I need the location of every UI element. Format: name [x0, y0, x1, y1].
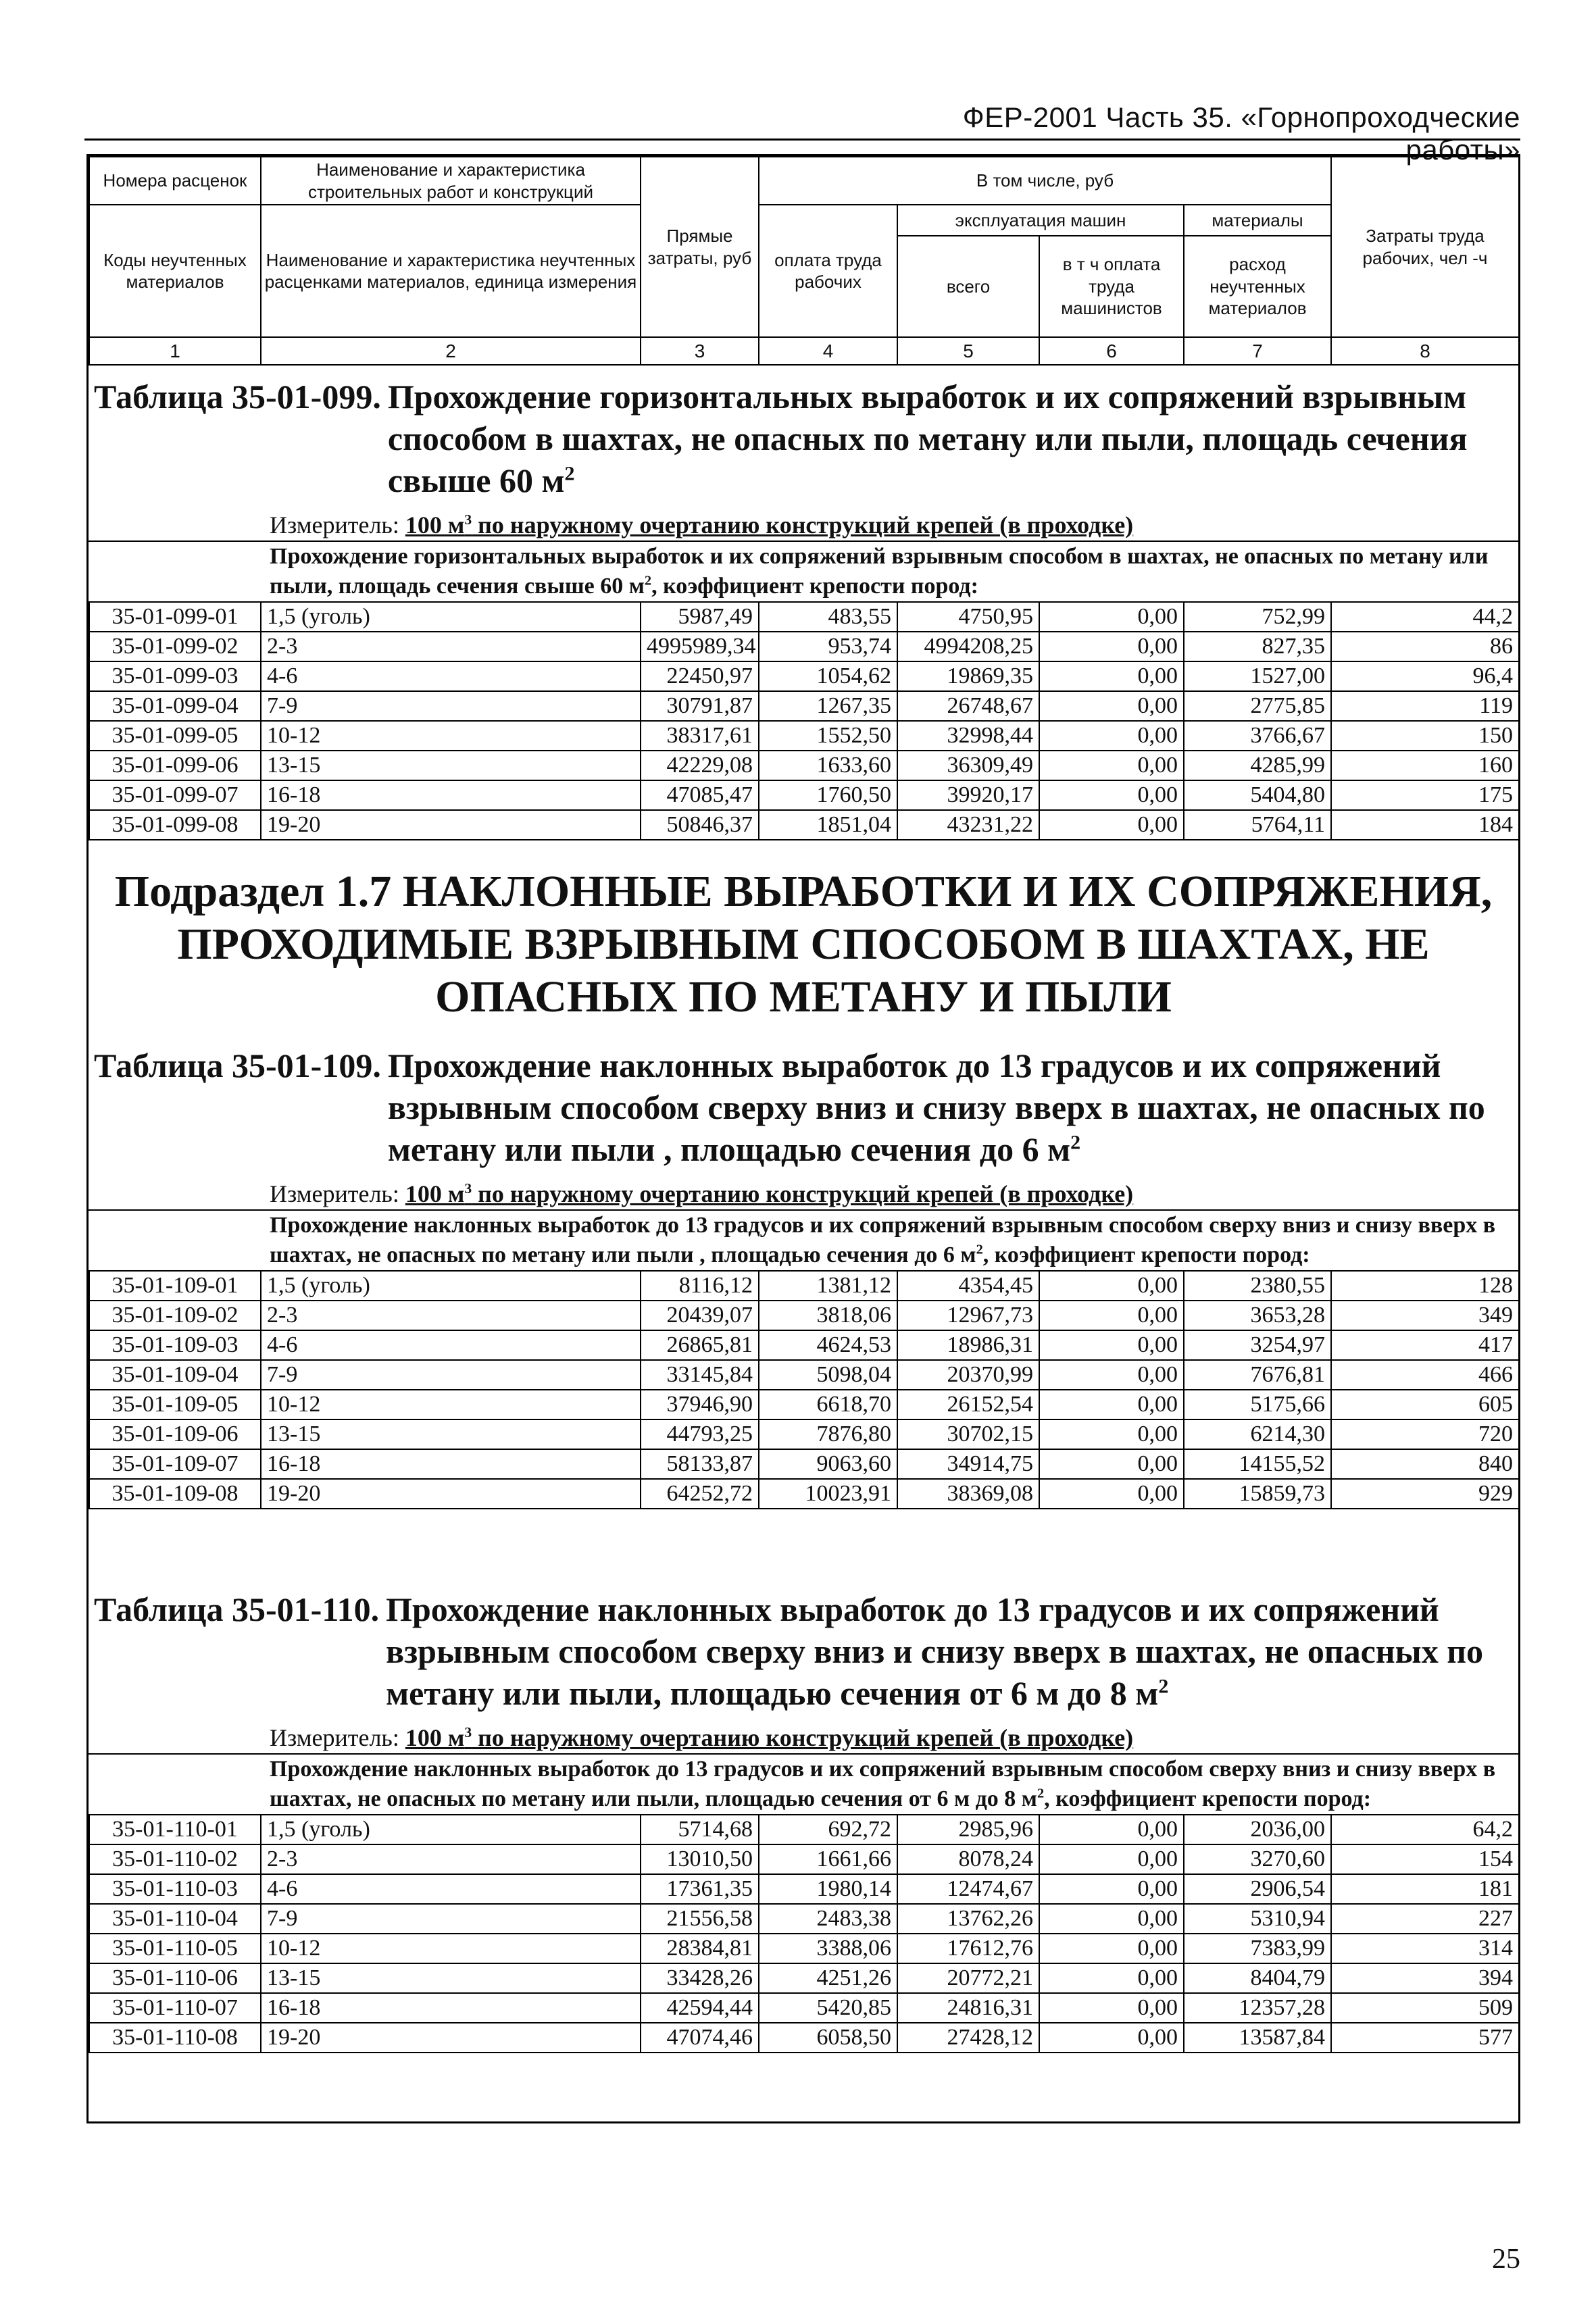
description-text: Прохождение горизонтальных выработок и их сопряжений взрывным способом в шахтах, не опасных по метану или пыли, площадь сечения свыше 60 м [270, 544, 1489, 599]
table-row [89, 1963, 1519, 1993]
value-cell: 0,00 [1039, 1330, 1184, 1360]
value-cell: 8404,79 [1184, 1963, 1331, 1993]
header-rule [84, 139, 1520, 141]
col-number: 3 [641, 337, 759, 365]
value-cell: 1760,50 [759, 780, 897, 810]
table-title-text: Прохождение наклонных выработок до 13 градусов и их сопряжений взрывным способом сверху вниз и снизу вверх в шахтах, не опасных по метану или пыли, площадью сечения от 6 м до 8 м [386, 1590, 1484, 1712]
value-cell: 4994208,25 [897, 632, 1039, 661]
rate-description [89, 540, 1518, 601]
value-cell: 119 [1331, 691, 1519, 721]
rate-code-cell: 35-01-099-07 [89, 780, 261, 810]
table-row [89, 780, 1519, 810]
rate-code-cell: 35-01-110-07 [89, 1993, 261, 2023]
value-cell: 20772,21 [897, 1963, 1039, 1993]
value-cell: 2775,85 [1184, 691, 1331, 721]
hardness-cell: 7-9 [261, 691, 641, 721]
value-cell: 4354,45 [897, 1271, 1039, 1301]
value-cell: 417 [1331, 1330, 1519, 1360]
header-numbers: Номера расценок [89, 157, 261, 205]
header-machinists: в т ч оплата труда машинистов [1039, 236, 1184, 337]
measure-superscript: 3 [464, 511, 472, 528]
rate-description [89, 1209, 1518, 1270]
hardness-cell: 4-6 [261, 1874, 641, 1904]
value-cell: 0,00 [1039, 1844, 1184, 1874]
value-cell: 5714,68 [641, 1815, 759, 1844]
rate-code-cell: 35-01-099-06 [89, 751, 261, 780]
value-cell: 3388,06 [759, 1934, 897, 1963]
value-cell: 0,00 [1039, 721, 1184, 751]
value-cell: 160 [1331, 751, 1519, 780]
value-cell: 64252,72 [641, 1479, 759, 1509]
table-block-109 [89, 1045, 1518, 1509]
value-cell: 5098,04 [759, 1360, 897, 1390]
hardness-cell: 1,5 (уголь) [261, 1271, 641, 1301]
measure-line [270, 1724, 1518, 1752]
hardness-cell: 1,5 (уголь) [261, 602, 641, 632]
value-cell: 7876,80 [759, 1419, 897, 1449]
hardness-cell: 13-15 [261, 1419, 641, 1449]
value-cell: 5420,85 [759, 1993, 897, 2023]
value-cell: 0,00 [1039, 1934, 1184, 1963]
rate-code-cell: 35-01-109-06 [89, 1419, 261, 1449]
measure-superscript: 3 [464, 1180, 472, 1197]
rate-code-cell: 35-01-110-05 [89, 1934, 261, 1963]
measure-text: по наружному очертанию конструкций крепей (в проходке) [472, 1180, 1134, 1207]
value-cell: 394 [1331, 1963, 1519, 1993]
table-block-110 [89, 1588, 1518, 2053]
title-superscript: 2 [1158, 1675, 1169, 1698]
value-cell: 5175,66 [1184, 1390, 1331, 1419]
rate-code-cell: 35-01-110-04 [89, 1904, 261, 1934]
value-cell: 1552,50 [759, 721, 897, 751]
value-cell: 3766,67 [1184, 721, 1331, 751]
value-cell: 86 [1331, 632, 1519, 661]
value-cell: 3653,28 [1184, 1301, 1331, 1330]
value-cell: 929 [1331, 1479, 1519, 1509]
value-cell: 14155,52 [1184, 1449, 1331, 1479]
value-cell: 0,00 [1039, 1449, 1184, 1479]
value-cell: 184 [1331, 810, 1519, 840]
measure-unit: 100 м [405, 1180, 465, 1207]
table-row [89, 1360, 1519, 1390]
value-cell: 0,00 [1039, 751, 1184, 780]
value-cell: 0,00 [1039, 1904, 1184, 1934]
table-row [89, 810, 1519, 840]
hardness-cell: 13-15 [261, 1963, 641, 1993]
table-row [89, 632, 1519, 661]
value-cell: 0,00 [1039, 1419, 1184, 1449]
table-row [89, 1993, 1519, 2023]
hardness-cell: 13-15 [261, 751, 641, 780]
value-cell: 28384,81 [641, 1934, 759, 1963]
value-cell: 30702,15 [897, 1419, 1039, 1449]
table-title [94, 1045, 1518, 1170]
value-cell: 0,00 [1039, 661, 1184, 691]
hardness-cell: 2-3 [261, 1301, 641, 1330]
measure-prefix: Измеритель: [270, 511, 405, 538]
table-block-099 [89, 376, 1518, 840]
value-cell: 18986,31 [897, 1330, 1039, 1360]
value-cell: 13587,84 [1184, 2023, 1331, 2053]
rate-code-cell: 35-01-110-08 [89, 2023, 261, 2053]
value-cell: 175 [1331, 780, 1519, 810]
value-cell: 0,00 [1039, 1301, 1184, 1330]
value-cell: 9063,60 [759, 1449, 897, 1479]
table-title-number: Таблица 35-01-099. [94, 378, 381, 416]
value-cell: 26748,67 [897, 691, 1039, 721]
measure-unit: 100 м [405, 1724, 465, 1751]
value-cell: 3270,60 [1184, 1844, 1331, 1874]
value-cell: 12474,67 [897, 1874, 1039, 1904]
value-cell: 1381,12 [759, 1271, 897, 1301]
value-cell: 0,00 [1039, 2023, 1184, 2053]
value-cell: 4285,99 [1184, 751, 1331, 780]
rate-code-cell: 35-01-099-05 [89, 721, 261, 751]
hardness-cell: 2-3 [261, 632, 641, 661]
rate-code-cell: 35-01-099-08 [89, 810, 261, 840]
description-tail: , коэффициент крепости пород: [651, 574, 978, 599]
value-cell: 2483,38 [759, 1904, 897, 1934]
table-title-text: Прохождение наклонных выработок до 13 градусов и их сопряжений взрывным способом сверху вниз и снизу вверх в шахтах, не опасных по метану или пыли , площадью сечения до 6 м [387, 1047, 1485, 1168]
measure-prefix: Измеритель: [270, 1180, 405, 1207]
value-cell: 20439,07 [641, 1301, 759, 1330]
value-cell: 44793,25 [641, 1419, 759, 1449]
header-machines-total: всего [897, 236, 1039, 337]
value-cell: 5987,49 [641, 602, 759, 632]
table-row [89, 721, 1519, 751]
hardness-cell: 10-12 [261, 1390, 641, 1419]
col-number: 5 [897, 337, 1039, 365]
table-title-number: Таблица 35-01-109. [94, 1047, 381, 1084]
table-title-number: Таблица 35-01-110. [94, 1590, 380, 1628]
value-cell: 0,00 [1039, 691, 1184, 721]
value-cell: 19869,35 [897, 661, 1039, 691]
value-cell: 5404,80 [1184, 780, 1331, 810]
value-cell: 43231,22 [897, 810, 1039, 840]
value-cell: 509 [1331, 1993, 1519, 2023]
value-cell: 150 [1331, 721, 1519, 751]
value-cell: 42594,44 [641, 1993, 759, 2023]
value-cell: 227 [1331, 1904, 1519, 1934]
table-row [89, 1904, 1519, 1934]
header-machines: эксплуатация машин [897, 205, 1184, 236]
value-cell: 30791,87 [641, 691, 759, 721]
rate-code-cell: 35-01-109-05 [89, 1390, 261, 1419]
value-cell: 44,2 [1331, 602, 1519, 632]
description-text: Прохождение наклонных выработок до 13 градусов и их сопряжений взрывным способом сверху вниз и снизу вверх в шахтах, не опасных по метану или пыли, площадью сечения от 6 м до 8 м [270, 1757, 1496, 1811]
hardness-cell: 2-3 [261, 1844, 641, 1874]
value-cell: 17612,76 [897, 1934, 1039, 1963]
hardness-cell: 10-12 [261, 1934, 641, 1963]
subsection-title: Подраздел 1.7 НАКЛОННЫЕ ВЫРАБОТКИ И ИХ СОПРЯЖЕНИЯ, ПРОХОДИМЫЕ ВЗРЫВНЫМ СПОСОБОМ В ШАХТАХ, НЕ ОПАСНЫХ ПО МЕТАНУ И ПЫЛИ [114, 867, 1493, 1022]
col-number: 8 [1331, 337, 1519, 365]
value-cell: 12357,28 [1184, 1993, 1331, 2023]
value-cell: 12967,73 [897, 1301, 1039, 1330]
table-row [89, 1330, 1519, 1360]
rate-code-cell: 35-01-110-06 [89, 1963, 261, 1993]
table-row [89, 602, 1519, 632]
header-codes: Коды неучтенных материалов [89, 205, 261, 337]
value-cell: 24816,31 [897, 1993, 1039, 2023]
hardness-cell: 10-12 [261, 721, 641, 751]
table-row [89, 1815, 1519, 1844]
rate-code-cell: 35-01-109-07 [89, 1449, 261, 1479]
table-row [89, 1874, 1519, 1904]
value-cell: 64,2 [1331, 1815, 1519, 1844]
value-cell: 0,00 [1039, 810, 1184, 840]
hardness-cell: 16-18 [261, 1993, 641, 2023]
value-cell: 692,72 [759, 1815, 897, 1844]
value-cell: 0,00 [1039, 1815, 1184, 1844]
value-cell: 0,00 [1039, 1874, 1184, 1904]
description-tail: , коэффициент крепости пород: [1044, 1786, 1372, 1811]
table-row [89, 1390, 1519, 1419]
hardness-cell: 4-6 [261, 1330, 641, 1360]
rate-code-cell: 35-01-109-08 [89, 1479, 261, 1509]
table-row [89, 1934, 1519, 1963]
value-cell: 5310,94 [1184, 1904, 1331, 1934]
measure-prefix: Измеритель: [270, 1724, 405, 1751]
measure-line [270, 1180, 1518, 1208]
description-superscript: 2 [976, 1242, 983, 1257]
rates-table [89, 601, 1520, 840]
hardness-cell: 16-18 [261, 780, 641, 810]
value-cell: 39920,17 [897, 780, 1039, 810]
col-number: 7 [1184, 337, 1331, 365]
value-cell: 720 [1331, 1419, 1519, 1449]
header-name: Наименование и характеристика строительных работ и конструкций [261, 157, 641, 205]
description-superscript: 2 [644, 573, 652, 588]
page-number: 25 [1492, 2244, 1520, 2275]
hardness-cell: 16-18 [261, 1449, 641, 1479]
value-cell: 58133,87 [641, 1449, 759, 1479]
value-cell: 0,00 [1039, 780, 1184, 810]
value-cell: 7676,81 [1184, 1360, 1331, 1390]
value-cell: 3254,97 [1184, 1330, 1331, 1360]
col-number: 2 [261, 337, 641, 365]
table-row [89, 1419, 1519, 1449]
hardness-cell: 19-20 [261, 810, 641, 840]
value-cell: 1851,04 [759, 810, 897, 840]
rate-code-cell: 35-01-110-01 [89, 1815, 261, 1844]
table-row [89, 661, 1519, 691]
rate-code-cell: 35-01-109-04 [89, 1360, 261, 1390]
header-name-materials: Наименование и характеристика неучтенных расценками материалов, единица измерения [261, 205, 641, 337]
measure-line [270, 511, 1518, 539]
value-cell: 15859,73 [1184, 1479, 1331, 1509]
value-cell: 128 [1331, 1271, 1519, 1301]
header-including: В том числе, руб [759, 157, 1331, 205]
value-cell: 34914,75 [897, 1449, 1039, 1479]
header-labor-costs: Затраты труда рабочих, чел -ч [1331, 157, 1519, 337]
value-cell: 2380,55 [1184, 1271, 1331, 1301]
value-cell: 36309,49 [897, 751, 1039, 780]
value-cell: 314 [1331, 1934, 1519, 1963]
rate-code-cell: 35-01-099-04 [89, 691, 261, 721]
value-cell: 154 [1331, 1844, 1519, 1874]
title-superscript: 2 [564, 462, 575, 485]
col-number: 4 [759, 337, 897, 365]
description-superscript: 2 [1037, 1786, 1045, 1801]
value-cell: 47085,47 [641, 780, 759, 810]
value-cell: 577 [1331, 2023, 1519, 2053]
value-cell: 181 [1331, 1874, 1519, 1904]
table-title [94, 376, 1518, 501]
value-cell: 4251,26 [759, 1963, 897, 1993]
value-cell: 1661,66 [759, 1844, 897, 1874]
value-cell: 1633,60 [759, 751, 897, 780]
value-cell: 33428,26 [641, 1963, 759, 1993]
value-cell: 38369,08 [897, 1479, 1039, 1509]
table-row [89, 2023, 1519, 2053]
value-cell: 3818,06 [759, 1301, 897, 1330]
value-cell: 6214,30 [1184, 1419, 1331, 1449]
hardness-cell: 7-9 [261, 1360, 641, 1390]
value-cell: 42229,08 [641, 751, 759, 780]
page-frame [86, 154, 1520, 2123]
value-cell: 2906,54 [1184, 1874, 1331, 1904]
hardness-cell: 1,5 (уголь) [261, 1815, 641, 1844]
value-cell: 466 [1331, 1360, 1519, 1390]
rate-code-cell: 35-01-109-01 [89, 1271, 261, 1301]
table-title [94, 1588, 1518, 1714]
value-cell: 22450,97 [641, 661, 759, 691]
value-cell: 50846,37 [641, 810, 759, 840]
value-cell: 349 [1331, 1301, 1519, 1330]
value-cell: 2036,00 [1184, 1815, 1331, 1844]
table-title-text: Прохождение горизонтальных выработок и их сопряжений взрывным способом в шахтах, не опасных по метану или пыли, площадь сечения свыше 60 м [387, 378, 1468, 499]
table-row [89, 751, 1519, 780]
table-row [89, 1449, 1519, 1479]
value-cell: 20370,99 [897, 1360, 1039, 1390]
value-cell: 0,00 [1039, 1963, 1184, 1993]
value-cell: 13010,50 [641, 1844, 759, 1874]
measure-unit: 100 м [405, 511, 465, 538]
value-cell: 0,00 [1039, 602, 1184, 632]
value-cell: 4995989,34 [641, 632, 759, 661]
header-labor-pay: оплата труда рабочих [759, 205, 897, 337]
table-row [89, 691, 1519, 721]
value-cell: 37946,90 [641, 1390, 759, 1419]
description-tail: , коэффициент крепости пород: [982, 1242, 1310, 1267]
value-cell: 827,35 [1184, 632, 1331, 661]
value-cell: 483,55 [759, 602, 897, 632]
value-cell: 1980,14 [759, 1874, 897, 1904]
value-cell: 27428,12 [897, 2023, 1039, 2053]
table-row [89, 1301, 1519, 1330]
value-cell: 6058,50 [759, 2023, 897, 2053]
value-cell: 33145,84 [641, 1360, 759, 1390]
rate-code-cell: 35-01-109-02 [89, 1301, 261, 1330]
measure-text: по наружному очертанию конструкций крепей (в проходке) [472, 1724, 1134, 1751]
table-row [89, 1844, 1519, 1874]
value-cell: 26865,81 [641, 1330, 759, 1360]
measure-text: по наружному очертанию конструкций крепей (в проходке) [472, 511, 1134, 538]
header-materials-use: расход неучтенных материалов [1184, 236, 1331, 337]
value-cell: 1527,00 [1184, 661, 1331, 691]
value-cell: 605 [1331, 1390, 1519, 1419]
value-cell: 0,00 [1039, 1390, 1184, 1419]
table-row [89, 1271, 1519, 1301]
value-cell: 7383,99 [1184, 1934, 1331, 1963]
rate-code-cell: 35-01-099-02 [89, 632, 261, 661]
value-cell: 0,00 [1039, 632, 1184, 661]
value-cell: 13762,26 [897, 1904, 1039, 1934]
hardness-cell: 7-9 [261, 1904, 641, 1934]
hardness-cell: 19-20 [261, 1479, 641, 1509]
value-cell: 38317,61 [641, 721, 759, 751]
value-cell: 0,00 [1039, 1479, 1184, 1509]
rate-code-cell: 35-01-110-03 [89, 1874, 261, 1904]
running-header: ФЕР-2001 Часть 35. «Горнопроходческие работы» [962, 101, 1520, 166]
rate-code-cell: 35-01-099-01 [89, 602, 261, 632]
rates-table [89, 1814, 1520, 2053]
rates-table [89, 1270, 1520, 1509]
value-cell: 17361,35 [641, 1874, 759, 1904]
value-cell: 0,00 [1039, 1360, 1184, 1390]
col-number: 6 [1039, 337, 1184, 365]
description-text: Прохождение наклонных выработок до 13 градусов и их сопряжений взрывным способом сверху вниз и снизу вверх в шахтах, не опасных по метану или пыли , площадью сечения до 6 м [270, 1213, 1496, 1267]
value-cell: 6618,70 [759, 1390, 897, 1419]
value-cell: 21556,58 [641, 1904, 759, 1934]
value-cell: 8116,12 [641, 1271, 759, 1301]
measure-superscript: 3 [464, 1724, 472, 1740]
column-header-table [89, 156, 1520, 366]
value-cell: 8078,24 [897, 1844, 1039, 1874]
value-cell: 0,00 [1039, 1993, 1184, 2023]
header-materials: материалы [1184, 205, 1331, 236]
table-row [89, 1479, 1519, 1509]
value-cell: 5764,11 [1184, 810, 1331, 840]
value-cell: 4750,95 [897, 602, 1039, 632]
value-cell: 2985,96 [897, 1815, 1039, 1844]
value-cell: 1267,35 [759, 691, 897, 721]
value-cell: 96,4 [1331, 661, 1519, 691]
rate-description [89, 1753, 1518, 1814]
col-number: 1 [89, 337, 261, 365]
hardness-cell: 4-6 [261, 661, 641, 691]
rate-code-cell: 35-01-099-03 [89, 661, 261, 691]
value-cell: 32998,44 [897, 721, 1039, 751]
title-superscript: 2 [1070, 1131, 1081, 1154]
value-cell: 4624,53 [759, 1330, 897, 1360]
value-cell: 26152,54 [897, 1390, 1039, 1419]
value-cell: 10023,91 [759, 1479, 897, 1509]
value-cell: 47074,46 [641, 2023, 759, 2053]
value-cell: 953,74 [759, 632, 897, 661]
header-direct-costs: Прямые затраты, руб [641, 157, 759, 337]
hardness-cell: 19-20 [261, 2023, 641, 2053]
value-cell: 0,00 [1039, 1271, 1184, 1301]
rate-code-cell: 35-01-109-03 [89, 1330, 261, 1360]
value-cell: 840 [1331, 1449, 1519, 1479]
value-cell: 752,99 [1184, 602, 1331, 632]
rate-code-cell: 35-01-110-02 [89, 1844, 261, 1874]
value-cell: 1054,62 [759, 661, 897, 691]
